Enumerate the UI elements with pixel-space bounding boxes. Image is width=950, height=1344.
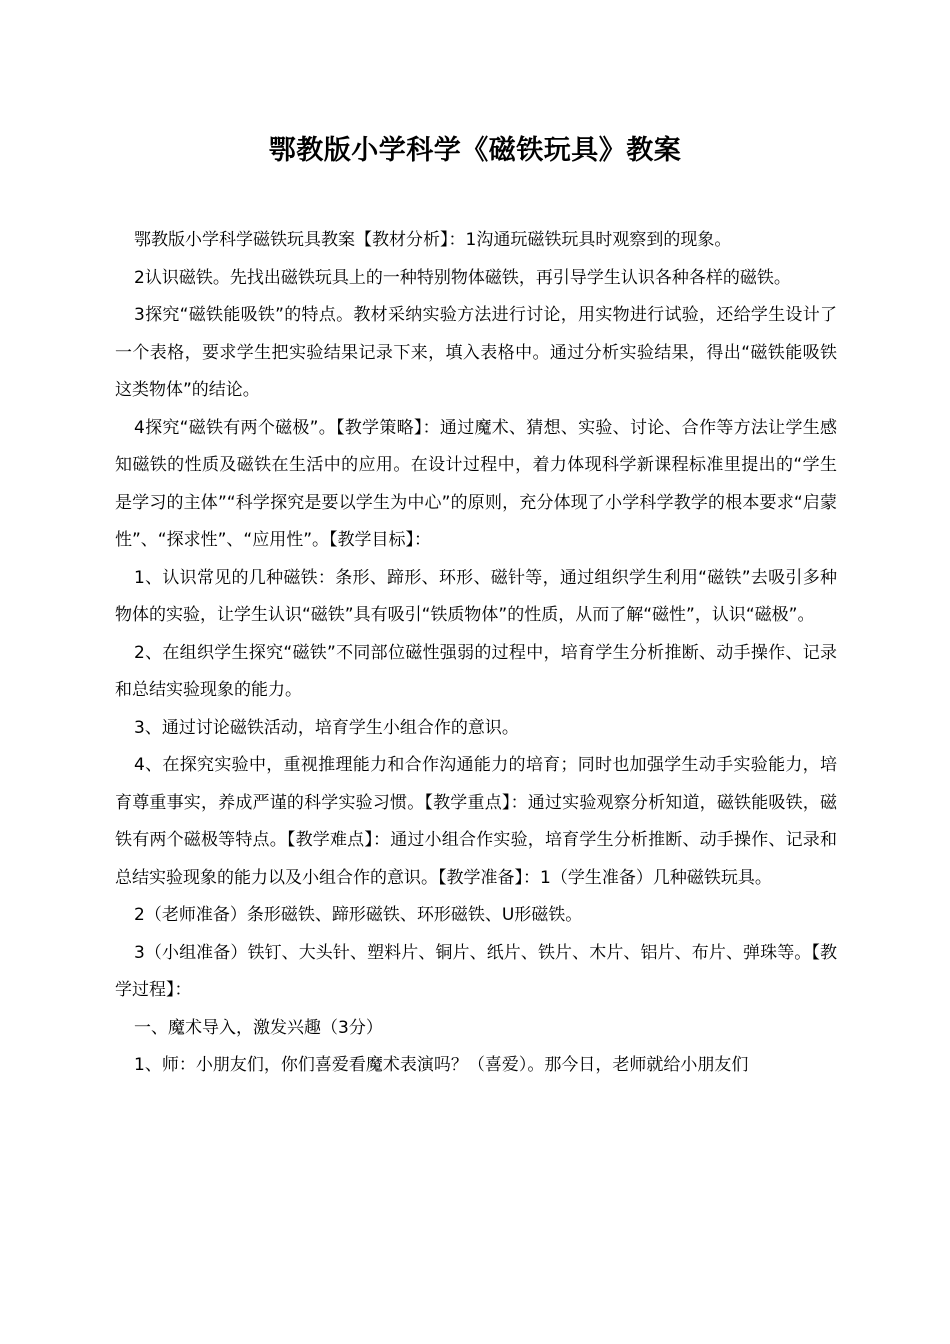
paragraph: 2、在组织学生探究“磁铁”不同部位磁性强弱的过程中，培育学生分析推断、动手操作、记录和总结实验现象的能力。 xyxy=(115,642,837,700)
paragraph: 1、师：小朋友们，你们喜爱看魔术表演吗？（喜爱）。那今日，老师就给小朋友们 xyxy=(134,1055,749,1075)
paragraph: 4探究“磁铁有两个磁极”。【教学策略】：通过魔术、猜想、实验、讨论、合作等方法让学生感知磁铁的性质及磁铁在生活中的应用。在设计过程中，着力体现科学新课程标准里提出的“学生是学习的主体”“科学探究是要以学生为中心”的原则，充分体现了小学科学教学的根本要求“启蒙性”、“探求性”、“应用性”。【教学目标】： xyxy=(115,417,837,550)
document-title: 鄂教版小学科学《磁铁玩具》教案 xyxy=(268,135,682,166)
document-body xyxy=(115,222,837,1085)
paragraph: 3（小组准备）铁钉、大头针、塑料片、铜片、纸片、铁片、木片、铝片、布片、弹珠等。【教学过程】： xyxy=(115,942,837,1000)
paragraph: 3、通过讨论磁铁活动，培育学生小组合作的意识。 xyxy=(134,717,519,738)
paragraph: 3探究“磁铁能吸铁”的特点。教材采纳实验方法进行讨论，用实物进行试验，还给学生设计了一个表格，要求学生把实验结果记录下来，填入表格中。通过分析实验结果，得出“磁铁能吸铁这类物体”的结论。 xyxy=(115,305,837,400)
paragraph: 一、魔术导入，激发兴趣（3分） xyxy=(134,1017,383,1038)
paragraph: 1、认识常见的几种磁铁：条形、蹄形、环形、磁针等，通过组织学生利用“磁铁”去吸引多种物体的实验，让学生认识“磁铁”具有吸引“铁质物体”的性质，从而了解“磁性”，认识“磁极”。 xyxy=(115,567,837,625)
paragraph: 4、在探究实验中，重视推理能力和合作沟通能力的培育；同时也加强学生动手实验能力，培育尊重事实，养成严谨的科学实验习惯。【教学重点】：通过实验观察分析知道，磁铁能吸铁，磁铁有两个磁极等特点。【教学难点】：通过小组合作实验，培育学生分析推断、动手操作、记录和总结实验现象的能力以及小组合作的意识。【教学准备】：1（学生准备）几种磁铁玩具。 xyxy=(115,755,837,888)
paragraph: 2（老师准备）条形磁铁、蹄形磁铁、环形磁铁、U形磁铁。 xyxy=(134,905,583,925)
paragraph: 鄂教版小学科学磁铁玩具教案【教材分析】：1沟通玩磁铁玩具时观察到的现象。 xyxy=(134,230,732,250)
paragraph: 2认识磁铁。先找出磁铁玩具上的一种特别物体磁铁，再引导学生认识各种各样的磁铁。 xyxy=(134,267,791,288)
